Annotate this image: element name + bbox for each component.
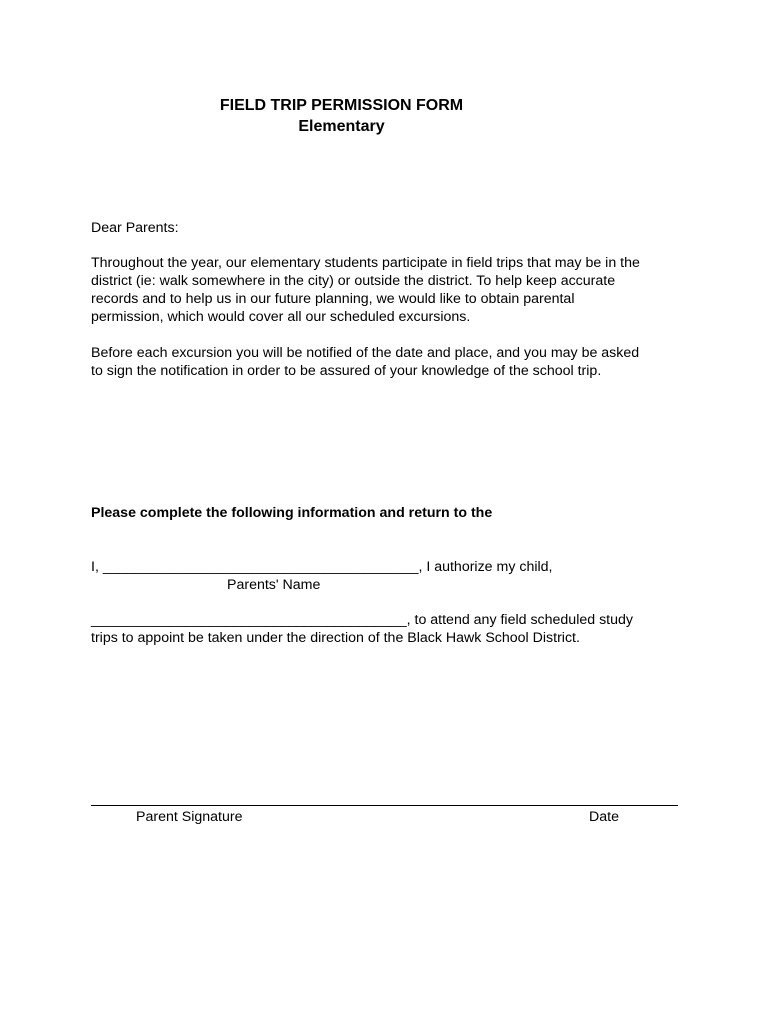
form-title: FIELD TRIP PERMISSION FORM (219, 97, 464, 114)
parent-signature-label: Parent Signature (136, 809, 243, 825)
intro-line: Throughout the year, our elementary students participate in field trips that may be in the (91, 255, 640, 271)
greeting: Dear Parents: (91, 220, 179, 236)
child-name-line: ________________________________________, to attend any field scheduled study (91, 612, 633, 628)
intro-paragraph (91, 254, 691, 326)
intro-line: permission, which would cover all our scheduled excursions. (91, 309, 471, 325)
form-subtitle: Elementary (298, 118, 385, 135)
form-title-block (0, 95, 683, 137)
intro-line: district (ie: walk somewhere in the city) or outside the district. To help keep accurate (91, 273, 616, 289)
instruction-heading: Please complete the following information and return to the (91, 505, 493, 521)
notification-line: to sign the notification in order to be assured of your knowledge of the school trip. (91, 363, 602, 379)
authorization-line: I, ________________________________________, I authorize my child, (91, 559, 553, 575)
parent-name-label: Parents' Name (227, 577, 321, 593)
intro-line: records and to help us in our future planning, we would like to obtain parental (91, 291, 575, 307)
notification-line: Before each excursion you will be notified of the date and place, and you may be asked (91, 345, 640, 361)
date-label: Date (589, 809, 619, 825)
signature-line (91, 805, 678, 806)
notification-paragraph (91, 344, 691, 380)
district-line: trips to appoint be taken under the direction of the Black Hawk School District. (91, 630, 580, 646)
